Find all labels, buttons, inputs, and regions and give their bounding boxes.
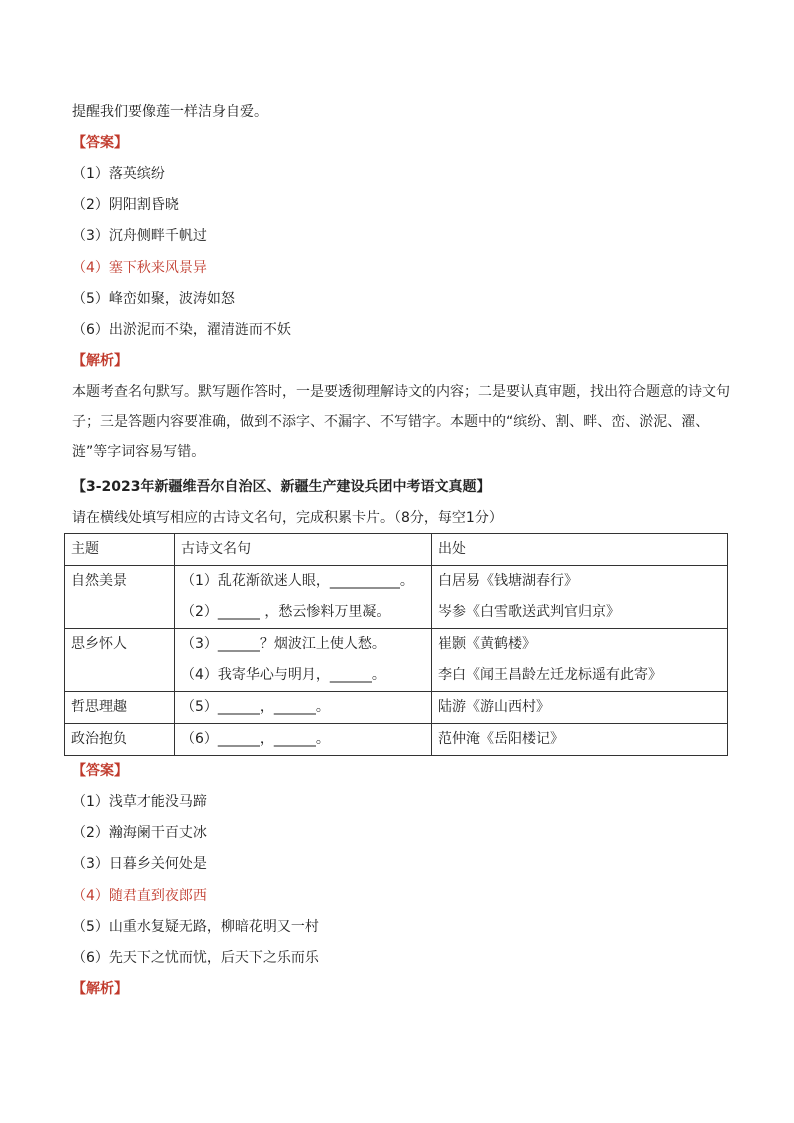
intro-sentence: 提醒我们要像莲一样洁身自爱。	[72, 104, 268, 120]
answer-item: （3）沉舟侧畔千帆过	[72, 228, 207, 244]
theme-cell: 政治抱负	[71, 731, 127, 747]
table-header-row	[65, 534, 728, 566]
verse-line: （2）______ ，愁云惨料万里凝。	[181, 604, 391, 620]
source-line: 李白《闻王昌龄左迁龙标遥有此寄》	[438, 667, 662, 683]
verse-line: （3）______？烟波江上使人愁。	[181, 636, 386, 652]
theme-cell: 自然美景	[71, 573, 127, 589]
answer-item: （6）先天下之忧而忧，后天下之乐而乐	[72, 950, 319, 966]
theme-cell: 哲思理趣	[71, 699, 127, 715]
header-verse: 古诗文名句	[181, 541, 251, 557]
source-line: 白居易《钱塘湖春行》	[438, 573, 578, 589]
answer-item: （1）浅草才能没马蹄	[72, 794, 207, 810]
answer-heading: 【答案】	[72, 135, 128, 151]
answer-item: （4）塞下秋来风景异	[72, 260, 207, 276]
answer-heading: 【答案】	[72, 763, 128, 779]
table-row	[65, 566, 728, 629]
answer-item: （2）瀚海阑干百丈冰	[72, 825, 207, 841]
table-row	[65, 629, 728, 692]
verse-line: （6）______，______。	[181, 731, 330, 747]
question-title: 【3-2023年新疆维吾尔自治区、新疆生产建设兵团中考语文真题】	[72, 479, 491, 495]
header-theme: 主题	[71, 541, 99, 557]
answer-item: （5）峰峦如聚，波涛如怒	[72, 291, 235, 307]
question-prompt: 请在横线处填写相应的古诗文名句，完成积累卡片。（8分，每空1分）	[72, 510, 503, 526]
source-line: 岑参《白雪歌送武判官归京》	[438, 604, 620, 620]
verse-line: （5）______，______。	[181, 699, 330, 715]
answer-item: （4）随君直到夜郎西	[72, 888, 207, 904]
theme-cell: 思乡怀人	[71, 636, 127, 652]
verse-line: （4）我寄华心与明月，______。	[181, 667, 386, 683]
answer-item: （6）出淤泥而不染，濯清涟而不妖	[72, 322, 291, 338]
answer-item: （2）阴阳割昏晓	[72, 197, 179, 213]
answer-item: （3）日暮乡关何处是	[72, 856, 207, 872]
analysis-paragraph: 本题考查名句默写。默写题作答时，一是要透彻理解诗文的内容；二是要认真审题，找出符合题意的诗文句子；三是答题内容要准确，做到不添字、不漏字、不写错字。本题中的“缤纷、割、畔、峦、淤泥、濯、涟”等字词容易写错。	[72, 384, 730, 460]
table-row	[65, 724, 728, 756]
source-line: 陆游《游山西村》	[438, 699, 550, 715]
accumulation-card-table	[64, 533, 728, 756]
answer-item: （1）落英缤纷	[72, 166, 165, 182]
verse-line: （1）乱花渐欲迷人眼，__________。	[181, 573, 414, 589]
source-line: 范仲淹《岳阳楼记》	[438, 731, 564, 747]
analysis-heading: 【解析】	[72, 353, 128, 369]
header-source: 出处	[438, 541, 466, 557]
answer-item: （5）山重水复疑无路，柳暗花明又一村	[72, 919, 319, 935]
table-row	[65, 692, 728, 724]
analysis-heading: 【解析】	[72, 981, 128, 997]
source-line: 崔颢《黄鹤楼》	[438, 636, 536, 652]
